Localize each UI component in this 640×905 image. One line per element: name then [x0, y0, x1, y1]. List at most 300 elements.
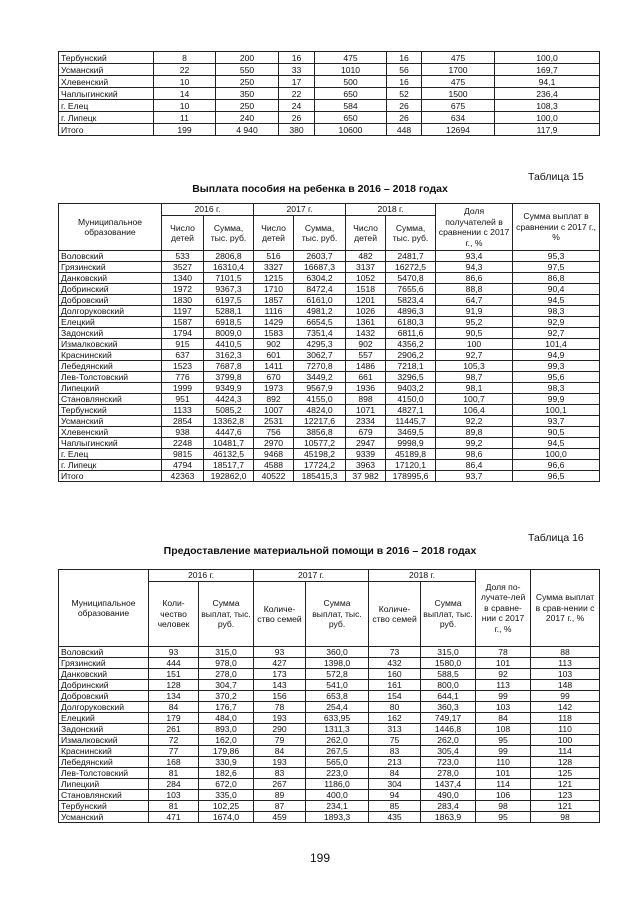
value-cell: 128	[531, 757, 600, 768]
value-cell: 3527	[162, 262, 204, 273]
value-cell: 1486	[346, 361, 386, 372]
table15-body	[59, 251, 600, 482]
value-cell: 3137	[346, 262, 386, 273]
table-row	[59, 124, 600, 136]
value-cell: 161	[369, 680, 421, 691]
value-cell: 1201	[346, 295, 386, 306]
value-cell: 16	[279, 52, 315, 64]
value-cell: 370,2	[199, 691, 254, 702]
table16-label: Таблица 16	[528, 532, 584, 544]
row-label-cell: Лебедянский	[59, 361, 162, 372]
value-cell: 584	[315, 100, 387, 112]
value-cell: 4 940	[216, 124, 279, 136]
value-cell: 756	[254, 427, 294, 438]
value-cell: 3469,5	[386, 427, 436, 438]
value-cell: 723,0	[421, 757, 476, 768]
value-cell: 93,4	[436, 251, 513, 262]
row-label-cell: Долгоруковский	[59, 702, 149, 713]
table-row	[59, 383, 600, 394]
value-cell: 1429	[254, 317, 294, 328]
table16-header-sum: Сумма выплат, тыс. руб.	[306, 582, 369, 647]
value-cell: 46132,5	[204, 449, 254, 460]
value-cell: 98,3	[513, 306, 600, 317]
value-cell: 114	[531, 746, 600, 757]
value-cell: 151	[149, 669, 199, 680]
value-cell: 360,0	[306, 647, 369, 658]
value-cell: 6180,3	[386, 317, 436, 328]
row-label-cell: Грязинский	[59, 262, 162, 273]
value-cell: 98	[531, 812, 600, 823]
value-cell: 10	[154, 76, 216, 88]
row-label-cell: г. Елец	[59, 100, 154, 112]
value-cell: 278,0	[199, 669, 254, 680]
row-label-cell: Становлянский	[59, 790, 149, 801]
value-cell: 143	[254, 680, 306, 691]
value-cell: 557	[346, 350, 386, 361]
value-cell: 1010	[315, 64, 387, 76]
table-row	[59, 724, 600, 735]
value-cell: 100,7	[436, 394, 513, 405]
value-cell: 4824,0	[294, 405, 346, 416]
value-cell: 106	[476, 790, 531, 801]
row-label-cell: Елецкий	[59, 317, 162, 328]
value-cell: 213	[369, 757, 421, 768]
value-cell: 304	[369, 779, 421, 790]
row-label-cell: Усманский	[59, 812, 149, 823]
value-cell: 1580,0	[421, 658, 476, 669]
value-cell: 8472,4	[294, 284, 346, 295]
value-cell: 516	[254, 251, 294, 262]
value-cell: 475	[422, 76, 495, 88]
value-cell: 749,17	[421, 713, 476, 724]
value-cell: 2531	[254, 416, 294, 427]
table15-header-2016: 2016 г.	[162, 204, 254, 216]
value-cell: 432	[369, 658, 421, 669]
table16-header-municipality: Муниципальное образование	[59, 570, 149, 647]
value-cell: 108	[476, 724, 531, 735]
table-row	[59, 647, 600, 658]
value-cell: 7687,8	[204, 361, 254, 372]
table16	[58, 569, 600, 823]
value-cell: 572,8	[306, 669, 369, 680]
value-cell: 1026	[346, 306, 386, 317]
value-cell: 94,1	[495, 76, 600, 88]
table-row	[59, 328, 600, 339]
table-row	[59, 284, 600, 295]
value-cell: 105,3	[436, 361, 513, 372]
table16-title: Предоставление материальной помощи в 2016 – 2018 годах	[163, 545, 477, 557]
value-cell: 118	[531, 713, 600, 724]
value-cell: 892	[254, 394, 294, 405]
value-cell: 86,6	[436, 273, 513, 284]
value-cell: 4827,1	[386, 405, 436, 416]
row-label-cell: Итого	[59, 124, 154, 136]
value-cell: 80	[369, 702, 421, 713]
value-cell: 81	[149, 801, 199, 812]
value-cell: 3856,8	[294, 427, 346, 438]
table-row	[59, 416, 600, 427]
value-cell: 1674,0	[199, 812, 254, 823]
value-cell: 90,5	[513, 427, 600, 438]
row-label-cell: Елецкий	[59, 713, 149, 724]
value-cell: 500	[315, 76, 387, 88]
table16-header-payout: Сумма выплат в срав-нении с 2017 г., %	[531, 570, 600, 647]
table15-header-count: Число детей	[346, 216, 386, 251]
value-cell: 9567,9	[294, 383, 346, 394]
table-row	[59, 680, 600, 691]
value-cell: 26	[387, 100, 422, 112]
value-cell: 24	[279, 100, 315, 112]
value-cell: 88	[531, 647, 600, 658]
value-cell: 3799,8	[204, 372, 254, 383]
table15-header-sum: Сумма, тыс. руб.	[386, 216, 436, 251]
table15-header-sum: Сумма, тыс. руб.	[204, 216, 254, 251]
value-cell: 92,7	[513, 328, 600, 339]
value-cell: 33	[279, 64, 315, 76]
value-cell: 2947	[346, 438, 386, 449]
value-cell: 95	[476, 735, 531, 746]
value-cell: 89,8	[436, 427, 513, 438]
value-cell: 95	[476, 812, 531, 823]
value-cell: 178995,6	[386, 471, 436, 482]
value-cell: 234,1	[306, 801, 369, 812]
value-cell: 110	[476, 757, 531, 768]
row-label-cell: Липецкий	[59, 383, 162, 394]
value-cell: 4981,2	[294, 306, 346, 317]
value-cell: 92,9	[513, 317, 600, 328]
value-cell: 93	[254, 647, 306, 658]
value-cell: 267	[254, 779, 306, 790]
value-cell: 96,6	[513, 460, 600, 471]
value-cell: 2906,2	[386, 350, 436, 361]
value-cell: 482	[346, 251, 386, 262]
value-cell: 156	[254, 691, 306, 702]
value-cell: 9367,3	[204, 284, 254, 295]
value-cell: 128	[149, 680, 199, 691]
value-cell: 305,4	[421, 746, 476, 757]
value-cell: 250	[216, 100, 279, 112]
value-cell: 898	[346, 394, 386, 405]
value-cell: 1071	[346, 405, 386, 416]
value-cell: 267,5	[306, 746, 369, 757]
value-cell: 284	[149, 779, 199, 790]
value-cell: 541,0	[306, 680, 369, 691]
table-row	[59, 746, 600, 757]
value-cell: 7270,8	[294, 361, 346, 372]
value-cell: 92,2	[436, 416, 513, 427]
table-row	[59, 112, 600, 124]
row-label-cell: Итого	[59, 471, 162, 482]
value-cell: 7101,5	[204, 273, 254, 284]
value-cell: 1432	[346, 328, 386, 339]
value-cell: 6811,6	[386, 328, 436, 339]
value-cell: 3062,7	[294, 350, 346, 361]
value-cell: 16272,5	[386, 262, 436, 273]
row-label-cell: Добринский	[59, 680, 149, 691]
value-cell: 254,4	[306, 702, 369, 713]
value-cell: 9339	[346, 449, 386, 460]
value-cell: 400,0	[306, 790, 369, 801]
value-cell: 17724,2	[294, 460, 346, 471]
value-cell: 86,4	[436, 460, 513, 471]
row-label-cell: г. Липецк	[59, 112, 154, 124]
row-label-cell: Липецкий	[59, 779, 149, 790]
value-cell: 4424,3	[204, 394, 254, 405]
table15-title: Выплата пособия на ребенка в 2016 – 2018 годах	[192, 183, 448, 195]
value-cell: 176,7	[199, 702, 254, 713]
value-cell: 3963	[346, 460, 386, 471]
value-cell: 588,5	[421, 669, 476, 680]
value-cell: 5470,8	[386, 273, 436, 284]
value-cell: 113	[531, 658, 600, 669]
value-cell: 4155,0	[294, 394, 346, 405]
value-cell: 2248	[162, 438, 204, 449]
table15-header-2017: 2017 г.	[254, 204, 346, 216]
value-cell: 533	[162, 251, 204, 262]
value-cell: 1700	[422, 64, 495, 76]
table-row	[59, 405, 600, 416]
value-cell: 110	[531, 724, 600, 735]
value-cell: 78	[476, 647, 531, 658]
value-cell: 3327	[254, 262, 294, 273]
value-cell: 100	[531, 735, 600, 746]
row-label-cell: Данковский	[59, 669, 149, 680]
row-label-cell: Краснинский	[59, 746, 149, 757]
table-row	[59, 735, 600, 746]
value-cell: 1972	[162, 284, 204, 295]
value-cell: 101	[476, 658, 531, 669]
value-cell: 98,7	[436, 372, 513, 383]
row-label-cell: Данковский	[59, 273, 162, 284]
value-cell: 675	[422, 100, 495, 112]
value-cell: 315,0	[421, 647, 476, 658]
value-cell: 94,3	[436, 262, 513, 273]
table-row	[59, 273, 600, 284]
row-label-cell: г. Елец	[59, 449, 162, 460]
value-cell: 1361	[346, 317, 386, 328]
value-cell: 99	[476, 691, 531, 702]
value-cell: 79	[254, 735, 306, 746]
value-cell: 98	[476, 801, 531, 812]
value-cell: 17120,1	[386, 460, 436, 471]
value-cell: 108,3	[495, 100, 600, 112]
value-cell: 200	[216, 52, 279, 64]
table-top-continuation	[58, 51, 600, 136]
value-cell: 236,4	[495, 88, 600, 100]
table15-header-municipality: Муниципальное образование	[59, 204, 162, 251]
row-label-cell: Воловский	[59, 251, 162, 262]
value-cell: 1116	[254, 306, 294, 317]
value-cell: 88,8	[436, 284, 513, 295]
value-cell: 490,0	[421, 790, 476, 801]
value-cell: 90,4	[513, 284, 600, 295]
value-cell: 93,7	[513, 416, 600, 427]
row-label-cell: Чаплыгинский	[59, 88, 154, 100]
value-cell: 103	[476, 702, 531, 713]
row-label-cell: Тербунский	[59, 801, 149, 812]
value-cell: 915	[162, 339, 204, 350]
table-row	[59, 449, 600, 460]
row-label-cell: г. Липецк	[59, 460, 162, 471]
table16-body	[59, 647, 600, 823]
table16-header-2018: 2018 г.	[369, 570, 476, 582]
value-cell: 4447,6	[204, 427, 254, 438]
value-cell: 2970	[254, 438, 294, 449]
row-label-cell: Краснинский	[59, 350, 162, 361]
value-cell: 335,0	[199, 790, 254, 801]
table-row	[59, 438, 600, 449]
value-cell: 94	[369, 790, 421, 801]
row-label-cell: Усманский	[59, 64, 154, 76]
value-cell: 1007	[254, 405, 294, 416]
value-cell: 4410,5	[204, 339, 254, 350]
table-row	[59, 812, 600, 823]
value-cell: 84	[476, 713, 531, 724]
value-cell: 1052	[346, 273, 386, 284]
value-cell: 290	[254, 724, 306, 735]
value-cell: 142	[531, 702, 600, 713]
value-cell: 261	[149, 724, 199, 735]
row-label-cell: Хлевенский	[59, 427, 162, 438]
value-cell: 1710	[254, 284, 294, 295]
table-row	[59, 64, 600, 76]
value-cell: 148	[531, 680, 600, 691]
table16-header-count-families: Количе-ство семей	[369, 582, 421, 647]
value-cell: 475	[315, 52, 387, 64]
table15-header-payout: Сумма выплат в сравнении с 2017 г., %	[513, 204, 600, 251]
value-cell: 893,0	[199, 724, 254, 735]
value-cell: 7218,1	[386, 361, 436, 372]
value-cell: 99,3	[513, 361, 600, 372]
value-cell: 6918,5	[204, 317, 254, 328]
value-cell: 1583	[254, 328, 294, 339]
row-label-cell: Добринский	[59, 284, 162, 295]
value-cell: 17	[279, 76, 315, 88]
row-label-cell: Лев-Толстовский	[59, 768, 149, 779]
value-cell: 550	[216, 64, 279, 76]
table16-header-2017: 2017 г.	[254, 570, 369, 582]
value-cell: 173	[254, 669, 306, 680]
value-cell: 250	[216, 76, 279, 88]
value-cell: 902	[346, 339, 386, 350]
row-label-cell: Добровский	[59, 691, 149, 702]
value-cell: 1311,3	[306, 724, 369, 735]
value-cell: 1936	[346, 383, 386, 394]
value-cell: 3449,2	[294, 372, 346, 383]
value-cell: 75	[369, 735, 421, 746]
value-cell: 4794	[162, 460, 204, 471]
value-cell: 2854	[162, 416, 204, 427]
value-cell: 114	[476, 779, 531, 790]
table-row	[59, 713, 600, 724]
value-cell: 45198,2	[294, 449, 346, 460]
value-cell: 951	[162, 394, 204, 405]
value-cell: 16	[387, 52, 422, 64]
table-row	[59, 471, 600, 482]
value-cell: 1830	[162, 295, 204, 306]
value-cell: 262,0	[421, 735, 476, 746]
table-row	[59, 757, 600, 768]
value-cell: 6161,0	[294, 295, 346, 306]
row-label-cell: Добровский	[59, 295, 162, 306]
value-cell: 240	[216, 112, 279, 124]
value-cell: 84	[254, 746, 306, 757]
value-cell: 16	[387, 76, 422, 88]
table-row	[59, 88, 600, 100]
value-cell: 1215	[254, 273, 294, 284]
table-row	[59, 317, 600, 328]
value-cell: 1398,0	[306, 658, 369, 669]
value-cell: 672,0	[199, 779, 254, 790]
table15-header-share: Доля получателей в сравнении с 2017 г., %	[436, 204, 513, 251]
value-cell: 154	[369, 691, 421, 702]
value-cell: 185415,3	[294, 471, 346, 482]
value-cell: 85	[369, 801, 421, 812]
value-cell: 100,0	[513, 449, 600, 460]
row-label-cell: Задонский	[59, 724, 149, 735]
value-cell: 1794	[162, 328, 204, 339]
value-cell: 1973	[254, 383, 294, 394]
table-row	[59, 460, 600, 471]
value-cell: 78	[254, 702, 306, 713]
value-cell: 313	[369, 724, 421, 735]
value-cell: 86,8	[513, 273, 600, 284]
value-cell: 162	[369, 713, 421, 724]
value-cell: 22	[279, 88, 315, 100]
value-cell: 179	[149, 713, 199, 724]
value-cell: 1518	[346, 284, 386, 295]
value-cell: 9403,2	[386, 383, 436, 394]
value-cell: 679	[346, 427, 386, 438]
table-row	[59, 306, 600, 317]
value-cell: 84	[149, 702, 199, 713]
value-cell: 9349,9	[204, 383, 254, 394]
value-cell: 94,5	[513, 438, 600, 449]
table-row	[59, 52, 600, 64]
value-cell: 9815	[162, 449, 204, 460]
value-cell: 601	[254, 350, 294, 361]
value-cell: 16310,4	[204, 262, 254, 273]
value-cell: 1523	[162, 361, 204, 372]
value-cell: 26	[387, 112, 422, 124]
table-row	[59, 372, 600, 383]
value-cell: 193	[254, 757, 306, 768]
value-cell: 117,9	[495, 124, 600, 136]
value-cell: 7655,6	[386, 284, 436, 295]
row-label-cell: Тербунский	[59, 405, 162, 416]
value-cell: 4896,3	[386, 306, 436, 317]
value-cell: 1500	[422, 88, 495, 100]
table15-label: Таблица 15	[528, 171, 584, 183]
value-cell: 10	[154, 100, 216, 112]
value-cell: 77	[149, 746, 199, 757]
value-cell: 192862,0	[204, 471, 254, 482]
table16-header-count-families: Количе-ство семей	[254, 582, 306, 647]
value-cell: 2334	[346, 416, 386, 427]
value-cell: 448	[387, 124, 422, 136]
value-cell: 52	[387, 88, 422, 100]
table-row	[59, 691, 600, 702]
value-cell: 350	[216, 88, 279, 100]
row-label-cell: Лев-Толстовский	[59, 372, 162, 383]
value-cell: 199	[154, 124, 216, 136]
value-cell: 103	[149, 790, 199, 801]
table-row	[59, 779, 600, 790]
value-cell: 6304,2	[294, 273, 346, 284]
value-cell: 4356,2	[386, 339, 436, 350]
table-row	[59, 262, 600, 273]
value-cell: 902	[254, 339, 294, 350]
